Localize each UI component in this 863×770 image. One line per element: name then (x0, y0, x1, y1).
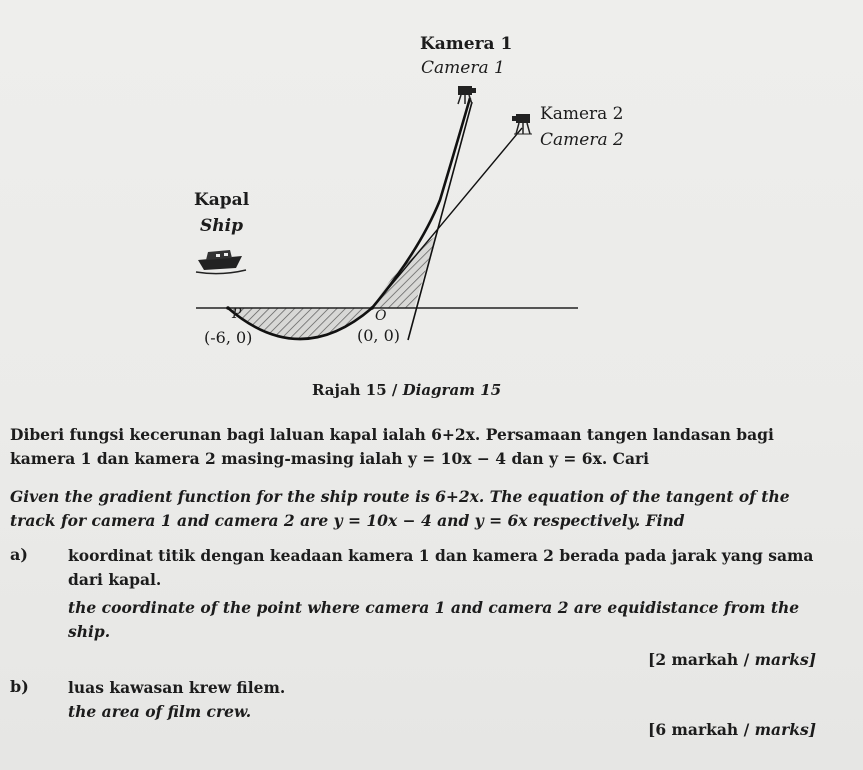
camera-2-icon (512, 114, 532, 134)
label-camera-2-en: Camera 2 (540, 130, 624, 150)
label-camera-1-en: Camera 1 (421, 58, 505, 78)
label-origin-o: O (375, 308, 387, 324)
point-p-marker (226, 306, 230, 310)
ship-route-curve (228, 98, 470, 339)
label-origin-coordinate: (0, 0) (357, 326, 401, 345)
stem-ms-line-2: kamera 1 dan kamera 2 masing-masing ialah y = 10x − 4 dan y = 6x. Cari (10, 449, 650, 468)
label-point-p-coordinate: (-6, 0) (204, 328, 253, 347)
part-b-marks (648, 720, 816, 739)
label-ship-en: Ship (200, 216, 243, 236)
part-a-ms-line-1: koordinat titik dengan keadaan kamera 1 dan kamera 2 berada pada jarak yang sama (68, 546, 814, 565)
part-a-marks (648, 650, 816, 669)
label-ship-ms: Kapal (194, 190, 250, 210)
part-b-marks-en: marks] (754, 720, 817, 739)
tangent-camera-2 (372, 128, 522, 308)
stem-en-line-2: track for camera 1 and camera 2 are y = 10x − 4 and y = 6x respectively. Find (10, 511, 685, 530)
part-a-ms-line-2: dari kapal. (68, 570, 162, 589)
part-a-en-line-1: the coordinate of the point where camera 1 and camera 2 are equidistance from the (68, 598, 800, 617)
diagram-caption (312, 381, 501, 399)
part-b-ms-line: luas kawasan krew filem. (68, 678, 286, 697)
tangent-camera-1 (408, 102, 472, 340)
part-a-en-line-2: ship. (68, 622, 111, 641)
part-b-en-line: the area of film crew. (68, 702, 252, 721)
ship-icon (196, 250, 246, 274)
part-b-marks-ms: [6 markah / (648, 720, 750, 739)
stem-ms-line-1: Diberi fungsi kecerunan bagi laluan kapal ialah 6+2x. Persamaan tangen landasan bagi (10, 425, 774, 444)
label-camera-2-ms: Kamera 2 (540, 104, 624, 124)
part-b-label: b) (10, 677, 29, 696)
caption-en: Diagram 15 (402, 381, 502, 399)
stem-en-line-1: Given the gradient function for the ship route is 6+2x. The equation of the tangent of the (10, 487, 790, 506)
part-a-marks-ms: [2 markah / (648, 650, 750, 669)
part-a-marks-en: marks] (754, 650, 817, 669)
origin-marker (370, 306, 374, 310)
label-camera-1-ms: Kamera 1 (420, 34, 513, 54)
caption-ms: Rajah 15 / (312, 381, 398, 399)
part-a-label: a) (10, 545, 28, 564)
label-point-p: P (232, 306, 242, 322)
camera-1-icon (458, 86, 476, 104)
